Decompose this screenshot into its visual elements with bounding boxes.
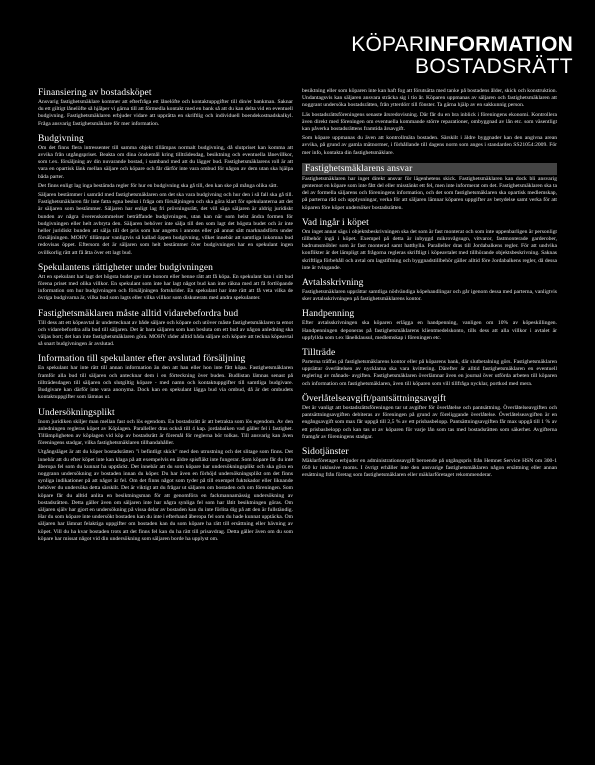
section <box>302 309 557 342</box>
section-heading: Fastighetsmäklaren måste alltid vidarebefordra bud <box>38 308 239 319</box>
section-heading: Finansiering av bostadsköpet <box>38 88 152 98</box>
section <box>302 394 557 441</box>
section-heading: Budgivning <box>38 133 84 144</box>
section-heading: Fastighetsmäklarens ansvar <box>302 163 557 175</box>
paragraph: Läs bostadsrättsföreningens senaste årsredovisning. Där får du en bra inblick i föreningens ekonomi. Kontrollera även direkt med föreningen om eventuella kommande större reparationer, ombyggnad av lån etc. som väsentligt kan påverka bostadsrättens framtida årsavgift. <box>302 111 557 133</box>
paragraph: Det är vanligt att bostadsrättsföreningen tar ut avgifter för överlåtelse och pantsättning. Överlåtelseavgiften och pantsättningsavgiften debiteras av föreningen på grund av föreliggande överlåtelse. Överlåtelseavgiften är en engångsavgift som max får uppgå till 2,5 % av ett prisbasbelopp. Pantsättningsavgiften får max uppgå till 1 % av ett prisbasbelopp och kan tas ut av köparen för varje lån som tas med bostadsrätten som säkerhet. Avgifterna framgår av föreningens stadgar. <box>302 404 557 440</box>
section-heading: Överlåtelseavgift/pantsättningsavgift <box>302 393 447 404</box>
section <box>38 354 293 401</box>
paragraph: Inom juridiken skiljer man mellan fast och lös egendom. En bostadsrätt är att betrakta som lös egendom. Av den anledningen regleras köpet av Köplagen. Paralleller dras också till 4 kap. jordabalken vad gäller fel i fastighet. Tillämpligheten av köplagen vid köp av bostadsrätt är föremål för reglerna bör tolkas. Till ansvarig kan även föreningens stadgar, vilka fastighetsmäklaren tillhandahåller. <box>38 418 293 447</box>
paragraph: Det finns enligt lag inga bestämda regler för hur en budgivning ska gå till, den kan ske på många olika sätt. <box>38 182 278 189</box>
paragraph: Efter avtalsskrivningen ska köparen erlägga en handpenning, vanligen om 10% av köpeskillingen. Handpenningen deponeras på fastighetsmäklarens klientmedelskonto, tills dess att alla villkor i avtalet är uppfyllda som t.ex lånelklausul, medlemskap i föreningen etc. <box>302 320 557 341</box>
paragraph: Parterna träffas på fastighetsmäklarens kontor eller på köparens bank, där slutbetalning görs. Fastighetsmäklaren upprättar överlåtelsen av nycklarna ska vara kvittering. Därefter är alltid fastighetsmäklaren en eventuell reglering av månads- avgiften. Fastighetsmäklaren överlämnar även en journal över utförda arbeten till köparen och information om fastighetsmäklaren, även till köparen som vill tillfråga nycklar, portkod med mera. <box>302 359 557 387</box>
section-heading: Spekulantens rättigheter under budgivningen <box>38 262 213 273</box>
paragraph: besiktning eller som köparen inte kan haft fog att förutsätta med tanke på bostadens ålder, skick och konstruktion. Undantagsvis kan säljaren ansvara sträcka sig i tio år. Köparen uppmanas av säljaren och fastighetsmäklaren att noggrant undersöka bostadsrätten, från ytterdörr till fönster. Ta gärna hjälp av en sakkunnig person. <box>302 88 557 109</box>
section-heading: Undersökningsplikt <box>38 407 115 418</box>
paragraph: Om inget annat sägs i objektsbeskrivningen ska det som är fast monterat och som inte uppenbarligen är personligt tillbehör ingå i köpet. Exempel på detta är inbyggd mikrovågsugn, vitvaror, fastmonterade garderober, badrumsmöbler som är fast monterad samt hatthylla. Paralleller dras till Jordabalkens regler. För att undvika konflikter är det lämpligt att frågorna regleras skriftligt i köpeavtalet med tillhörande objektsbeskrivning. Saknas skriftliga förbehåll och avtal om lagstiftning och byggnadstillbehör gäller alltid före Jordabalkens regler, då dessa inte är tvingande. <box>302 228 557 271</box>
paragraph: Som köpare uppmanas du även att kontrollmäta bostaden. Särskilt i äldre byggnader kan den angivna arean avvika, på grund av gamla mätnormer, i förhållande till dagens norm som anges i standarden SS21054:2009. För mer info, kontakta din fastighetsmäklare. <box>302 135 557 156</box>
paragraph: En spekulant har inte rätt till annan information än den att han eller hon inte fått köpa. Fastighetsmäklaren framför alla bud till säljaren och antecknar dem i en förteckning över buden. Budlistan lämnas senast på tillträdesdagen till säljaren och slutgiltig köpare - med namn och kontaktuppgifter till samtliga budgivare. Budgivare kan därför inte vara anonyma. Dock kan en spekulant lägga bud via ombud, då är det ombudets kontaktuppgifter som lämnas ut. <box>38 365 293 401</box>
paragraph: Fastighetsmäklaren upprättar samtliga nödvändiga köpehandlingar och går igenom dessa med parterna, vanligtvis sker avtalsskrivningen på fastighetsmäklarens kontor. <box>302 289 557 303</box>
section <box>38 88 293 128</box>
paragraph: Till dess att ett köpeavtal är undertecknat av både säljare och köpare och utöver måste fastighetsmäklaren ta emot och vidarebefordra alla bud till säljaren. Det är bara säljaren som kan besluta om ett bud av någon anledning ska väljas bort; det kan inte fastighetsmäklaren göra. MOHV råder alltid båda säljare och köpare att teckna köpeavtal så snart budgivningen är avslutad. <box>38 319 293 348</box>
section-heading: Tillträde <box>302 348 336 359</box>
section-heading: Avtalsskrivning <box>302 278 364 289</box>
section-heading: Vad ingår i köpet <box>302 217 369 228</box>
paragraph: Utgångsläget är att du köper bostadsrätten "i befintligt skick" med den utrustning och det slitage som finns. Det innebär att du efter köpet inte kan klaga på att exempelvis en äldre spisfläkt inte fungerar. Som köpare får du inte åberopa fel som du kunnat ha upptäckt. Det innebär att du som köpare har undersökningsplikt och ska göra en noggrann undersökning av bostaden innan du köper. Du har även en förhöjd undersökningsplikt om det finns synliga indikationer på att något är fel. Om det finns något som tyder på till exempel fuktskador eller liknande behöver du undersöka detta särskilt. Det är viktigt att du frågar ut säljaren om bostaden och om föreningen. Som köpare får du alltid anlita en besiktningsman för att genomföra en fackmannamässig undersökning av bostadsrätten. Detta gäller även om säljaren inte har några synliga fel som har låtit besiktningen göras. Om säljaren själv har gjort en undersökning på vissa delar av bostaden kan du inte förlita dig på att den är fullständig. Har du som köpare inte undersökt bostaden kan du inte i efterhand åberopa fel som du hade kunnat upptäcka. Om säljaren har lämnat felaktiga uppgifter om bostaden kan du som köpare ha rätt till ersättning eller hävning av köpet. Vill du ha kvar bostaden trots att det finns fel kan du ha rätt till prisavdrag. Detta gäller även om du som köpare har missat något vid din undersökning som säljaren borde ha upplyst om. <box>38 449 293 542</box>
header-subtitle: BOSTADSRÄTT <box>414 55 573 78</box>
section <box>38 408 293 543</box>
right-column <box>302 88 557 486</box>
paragraph: Mäklarföretaget erbjuder en administrationsavgift beroende på utgångspris från Hemnet Service HSN om 300-1 050 kr inklusive moms. I övrigt erhåller inte den ansvarige fastighetsmäklaren någon ersättning eller annan ersättning från företag som fastighetsmäklaren eller mäklarföretaget rekommenderar. <box>302 457 557 479</box>
header-title-bold: INFORMATION <box>424 33 573 56</box>
section <box>302 218 557 272</box>
section <box>38 263 293 303</box>
page-header <box>351 34 573 77</box>
section <box>302 447 557 480</box>
section-heading: Information till spekulanter efter avslutad försäljning <box>38 354 246 365</box>
section <box>38 134 293 257</box>
section <box>302 163 557 212</box>
section <box>302 88 557 157</box>
section <box>302 348 557 388</box>
paragraph: Ansvarig fastighetsmäklare kommer att efterfråga ett lånelöfte och kontaktuppgifter till din/er bankman. Saknar du ett giltigt lånelöfte så hjälper vi gärna till att förmedla kontakt med en bank så att du kan delta vid en eventuell budgivning. Fastighetsmäklaren erbjuder vidare att upprätta en skriftlig och individuell boendekostnadskalkyl. Fråga ansvarig fastighetsmäklare för mer information. <box>38 99 293 127</box>
paragraph: Att en spekulant har lagt det högsta budet ger inte honom eller henne rätt att få köpa. En spekulant kan i sitt bud förena priset med olika villkor. En spekulant som inte har lagt något bud kan inte räkna med att få fortlöpande information om hur budgivningen och försäljningen fortskrider. En spekulant har inte rätt att få veta vilka de övriga budgivarna är, vilka bud som lagts eller vilka villkor som diskuterats med andra spekulanter. <box>38 273 293 302</box>
paragraph: Om det finns flera intressenter till samma objekt tillämpas normalt budgivning, då slutpriset kan komma att avvika från utgångspriset. Beakta om dina önskemål kring tillträdesdag, besiktning och eventuella lånevillkor, som t.ex. försäljning av din nuvarande bostad, i samband med att du lägger bud. Fastighetsmäklarens roll är att vara en opartisk länk mellan säljare och köpare och får därför inte vara ombud för någon av dem utan ska hjälpa båda parter. <box>38 144 293 180</box>
section-heading: Sidotjänster <box>302 446 349 457</box>
section-heading: Handpenning <box>302 309 355 320</box>
header-title <box>351 34 573 55</box>
header-title-light: KÖPAR <box>351 33 425 56</box>
left-column <box>38 88 293 549</box>
paragraph: Säljaren bestämmer i samråd med fastighetsmäklaren om det ska vara budgivning och hur den i så fall ska gå till. Fastighetsmäklaren får inte fatta egna beslut i fråga om försäljningen och ska göra klart för spekulanterna att det är säljaren som bestämmer. Säljaren har enligt lag fri prövningsrätt, det vill säga säljaren är aldrig juridiskt bunden av några överenskommelser beträffande budgivningen, utan kan när som helst ändra formen för budgivningen eller helt avbryta den. Säljaren behöver inte sälja till den som lagt det högsta budet och är inte heller juridiskt bunden att sälja till det pris som har angetts i annons eller på annat sätt marknadsförts under försäljningen. MOHV tillämpar vanligtvis så kallad öppen budgivning, vilket innebär att samtliga inkomna bud redovisas öppet. Eftersom det är säljaren som helt bestämmer över budgivningen har en spekulant ingen ovillkorlig rätt att få åtta över ett lagt bud. <box>38 192 293 256</box>
paragraph: Fastighetsmäklaren har inget direkt ansvar för lägenhetens skick. Fastighetsmäklaren kan dock bli ansvarig gentemot en köpare som inte fått del eller misstänkt ett fel, men inte informerat om det. Fastighetsmäklaren ska ta del av formella säljarens och föreningens information, och det som fastighetsmäklaren ska opartisk medlemskap, på parterna råd och upplysningar, verka för att säljaren lämnar köparen uppgifter av betydelse samt verka för att köparen före köpet undersöker bostadsrätten. <box>302 175 557 211</box>
section <box>38 309 293 349</box>
section <box>302 278 557 303</box>
